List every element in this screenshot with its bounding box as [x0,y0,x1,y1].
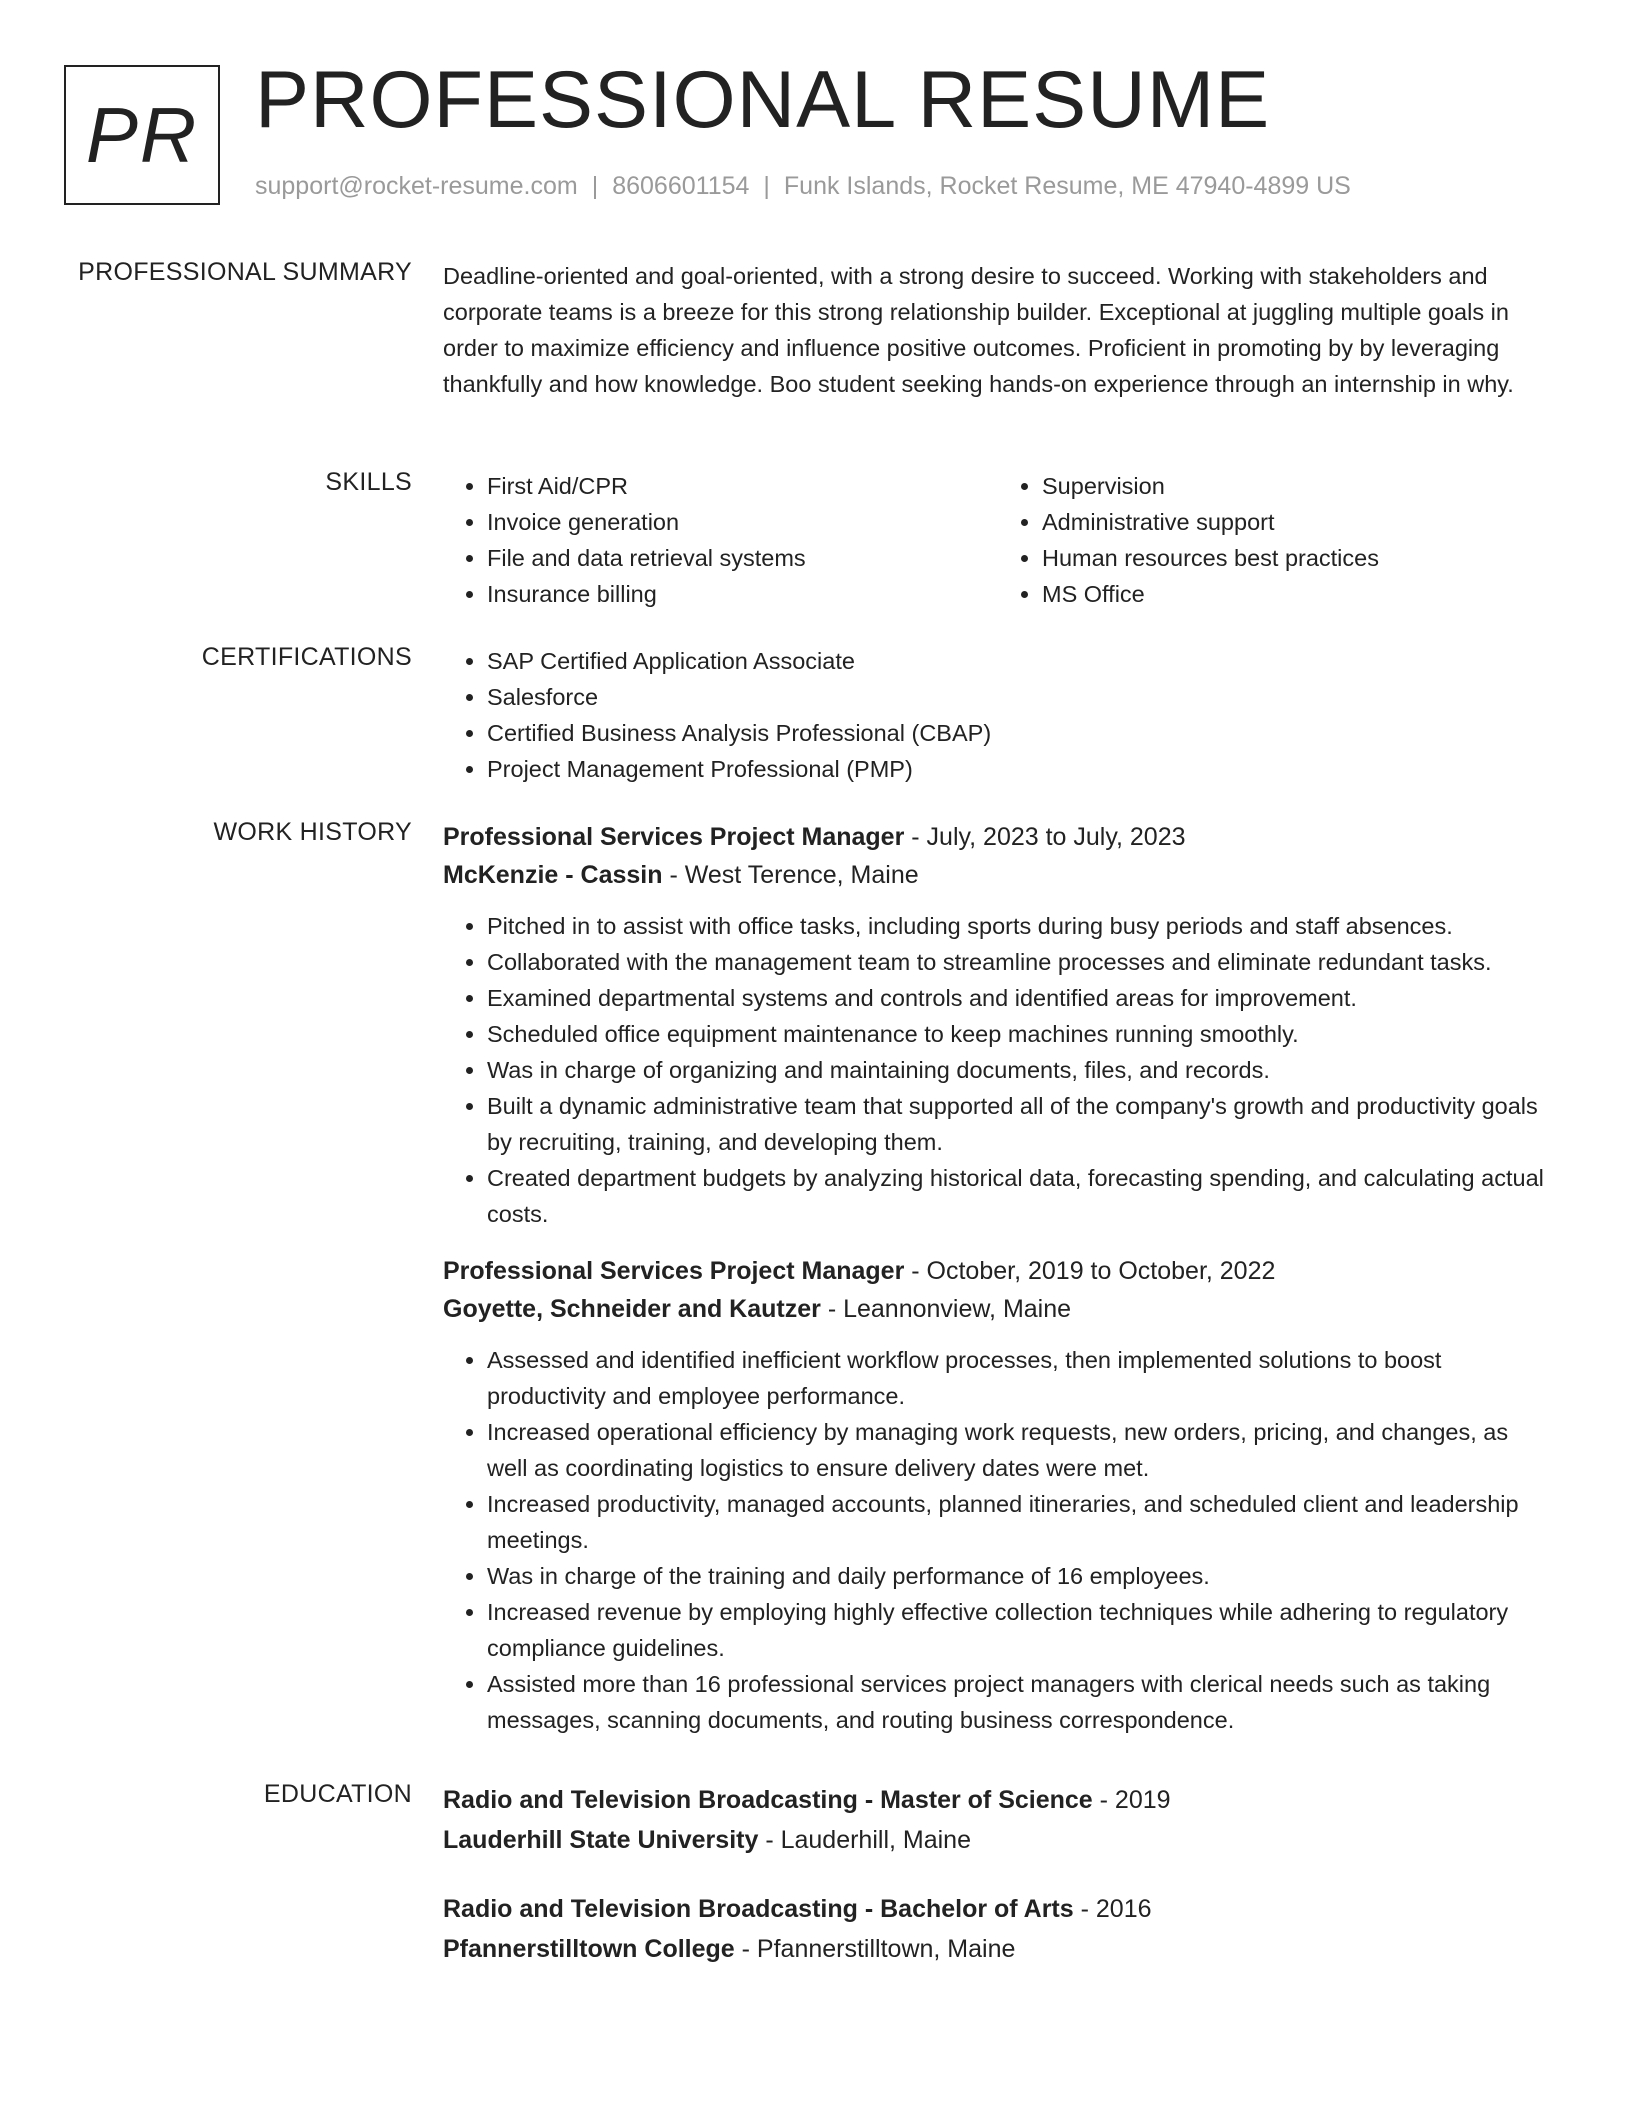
summary-text: Deadline-oriented and goal-oriented, with a strong desire to succeed. Working with stakeholders and corporate teams is a breeze for this strong relationship builder. Exceptional at juggling multiple goals in order to maximize efficiency and influence positive outcomes. Proficient in promoting by by leveraging thankfully and how knowledge. Boo student seeking hands-on experience through an internship in why. [443,263,1514,397]
job-duties-list [443,908,1553,1232]
contact-separator: | [763,172,770,200]
job-duty: • Built a dynamic administrative team that supported all of the company's growth and productivity goals by recruiting, training, and developing them. [487,1088,1553,1160]
skill-item: • Insurance billing [487,576,998,612]
education-entry [443,1889,1553,1969]
job-duty: • Scheduled office equipment maintenance to keep machines running smoothly. [487,1016,1553,1052]
certification-item: • SAP Certified Application Associate [487,643,1553,679]
skill-item: • Administrative support [1042,504,1553,540]
education-degree-line [443,1889,1553,1929]
certifications-list [443,643,1553,787]
job-dates: - July, 2023 to July, 2023 [904,823,1186,851]
job-duty: • Increased revenue by employing highly effective collection techniques while adhering to regulatory compliance guidelines. [487,1594,1553,1666]
job-location: - West Terence, Maine [662,861,919,889]
skill-item: • Human resources best practices [1042,540,1553,576]
monogram: PR [64,65,220,205]
resume-name: PROFESSIONAL RESUME [255,55,1271,145]
skill-item: • File and data retrieval systems [487,540,998,576]
skills-list-left [443,468,998,612]
job-employer-line [443,1290,1553,1328]
job-duty: • Collaborated with the management team to streamline processes and eliminate redundant tasks. [487,944,1553,980]
work-history-body [443,818,1553,1758]
job-duty: • Pitched in to assist with office tasks, including sports during busy periods and staff absences. [487,908,1553,944]
education-degree: Radio and Television Broadcasting - Bachelor of Arts [443,1895,1074,1923]
certification-item: • Project Management Professional (PMP) [487,751,1553,787]
skill-item: • Supervision [1042,468,1553,504]
job-title: Professional Services Project Manager [443,823,905,851]
education-school-line [443,1929,1553,1969]
education-degree: Radio and Television Broadcasting - Master of Science [443,1786,1093,1814]
job-employer: McKenzie - Cassin [443,861,663,889]
summary-body [443,258,1553,402]
section-label-certifications: CERTIFICATIONS [201,643,412,671]
job-duty: • Increased operational efficiency by managing work requests, new orders, pricing, and changes, as well as coordinating logistics to ensure delivery dates were met. [487,1414,1553,1486]
education-year: - 2019 [1092,1786,1171,1814]
certifications-body [443,643,1553,787]
certification-item: • Salesforce [487,679,1553,715]
job-duty: • Assisted more than 16 professional services project managers with clerical needs such as taking messages, scanning documents, and routing business correspondence. [487,1666,1553,1738]
education-school-line [443,1820,1553,1860]
education-degree-line [443,1780,1553,1820]
section-label-work-history: WORK HISTORY [213,818,412,846]
section-label-summary: PROFESSIONAL SUMMARY [78,258,412,286]
contact-line [255,172,1351,201]
job-title-line [443,1252,1553,1290]
job-duty: • Assessed and identified inefficient workflow processes, then implemented solutions to boost productivity and employee performance. [487,1342,1553,1414]
skills-list-right [998,468,1553,612]
education-entry [443,1780,1553,1860]
job-entry [443,818,1553,1232]
education-location: - Pfannerstilltown, Maine [734,1935,1016,1963]
skill-item: • MS Office [1042,576,1553,612]
job-location: - Leannonview, Maine [820,1295,1072,1323]
job-duty: • Created department budgets by analyzing historical data, forecasting spending, and calculating actual costs. [487,1160,1553,1232]
skill-item: • Invoice generation [487,504,998,540]
skill-item: • First Aid/CPR [487,468,998,504]
job-duty: • Was in charge of the training and daily performance of 16 employees. [487,1558,1553,1594]
job-duties-list [443,1342,1553,1738]
education-school: Lauderhill State University [443,1826,759,1854]
skills-body [443,468,1553,612]
job-employer: Goyette, Schneider and Kautzer [443,1295,821,1323]
job-duty: • Was in charge of organizing and maintaining documents, files, and records. [487,1052,1553,1088]
education-location: - Lauderhill, Maine [758,1826,971,1854]
education-year: - 2016 [1073,1895,1152,1923]
job-entry [443,1252,1553,1738]
job-title: Professional Services Project Manager [443,1257,905,1285]
education-body [443,1780,1553,1998]
job-employer-line [443,856,1553,894]
job-dates: - October, 2019 to October, 2022 [904,1257,1276,1285]
job-duty: • Examined departmental systems and controls and identified areas for improvement. [487,980,1553,1016]
contact-phone: 8606601154 [612,172,750,200]
contact-separator: | [591,172,599,200]
contact-email: support@rocket-resume.com [255,172,578,200]
certification-item: • Certified Business Analysis Professional (CBAP) [487,715,1553,751]
section-label-skills: SKILLS [325,468,412,496]
section-label-education: EDUCATION [263,1780,412,1808]
contact-address: Funk Islands, Rocket Resume, ME 47940-4899 US [783,172,1351,200]
job-title-line [443,818,1553,856]
job-duty: • Increased productivity, managed accounts, planned itineraries, and scheduled client and leadership meetings. [487,1486,1553,1558]
education-school: Pfannerstilltown College [443,1935,735,1963]
